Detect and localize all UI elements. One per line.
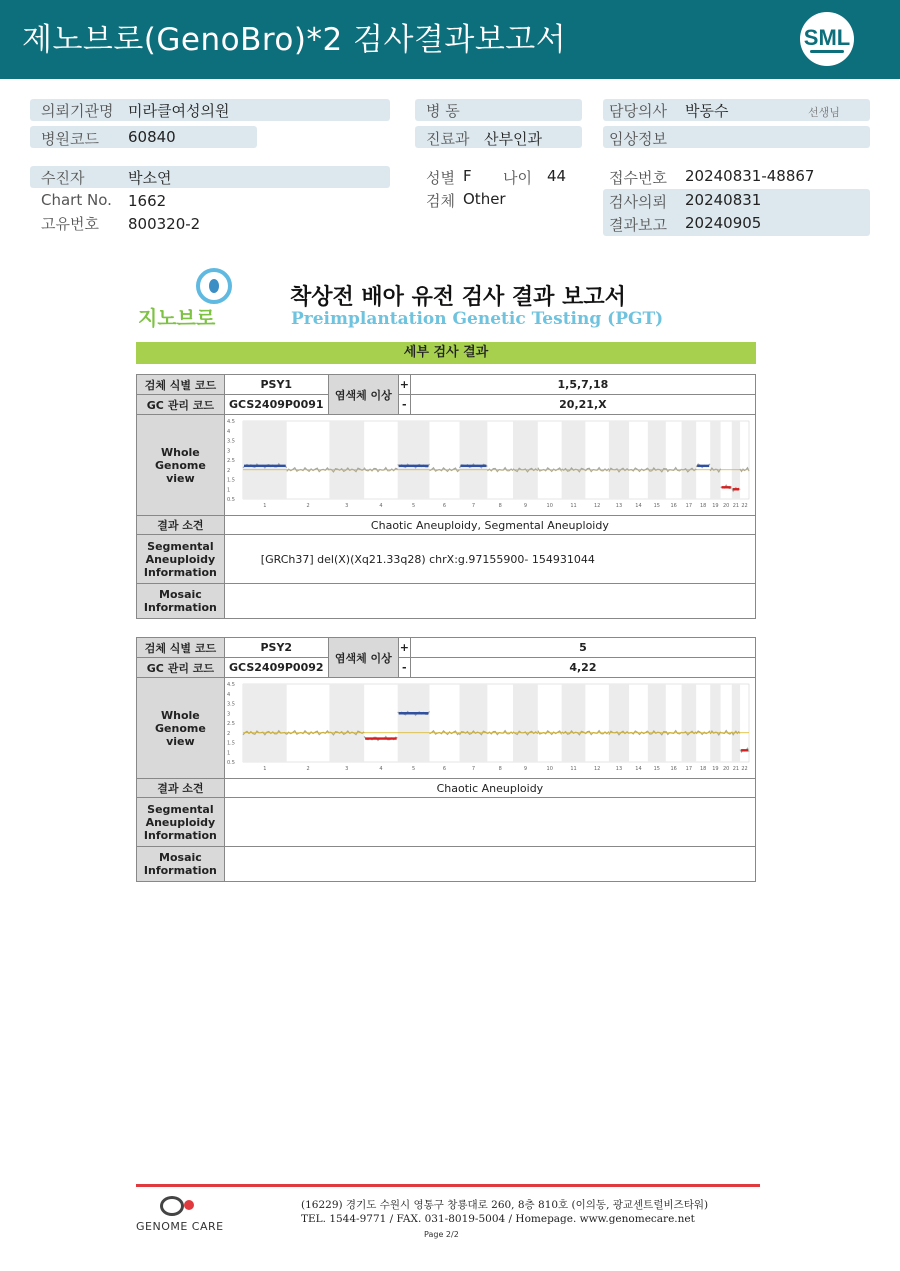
gain-sign: +: [398, 638, 410, 658]
x-tick-label: 17: [685, 503, 692, 509]
clinical-label: 임상정보: [609, 130, 667, 148]
chromosome-abnormal-header: 염색체 이상: [328, 375, 398, 415]
chromosome-band: [243, 684, 287, 762]
sample-table-1: [136, 374, 756, 619]
contact-line: TEL. 1544-9771 / FAX. 031-8019-5004 / Homepage. www.genomecare.net: [301, 1213, 695, 1225]
gain-sign: +: [398, 375, 410, 395]
genobro-logo: [138, 268, 248, 330]
gc-mark-icon: [160, 1196, 184, 1216]
x-tick-label: 2: [306, 503, 310, 509]
whole-genome-cell: [224, 678, 755, 779]
y-tick-label: 1.5: [226, 740, 235, 747]
x-tick-label: 11: [570, 503, 577, 509]
genobro-wordmark: 지노브로: [138, 306, 216, 330]
x-tick-label: 14: [635, 766, 642, 772]
x-tick-label: 8: [498, 766, 502, 772]
chromosome-band: [459, 421, 487, 499]
patient-label: 수진자: [41, 169, 85, 187]
id-value: 800320-2: [128, 215, 201, 233]
x-tick-label: 4: [379, 503, 383, 509]
footer-divider: [136, 1184, 760, 1187]
mosaic-value: [224, 584, 755, 619]
department-label: 진료과: [426, 130, 470, 148]
x-tick-label: 14: [635, 503, 642, 509]
x-tick-label: 11: [570, 766, 577, 772]
footer-address: [301, 1198, 708, 1226]
x-tick-label: 19: [712, 766, 719, 772]
hospital-code-value: 60840: [128, 128, 176, 146]
x-tick-label: 13: [615, 503, 623, 509]
x-tick-label: 4: [379, 766, 383, 772]
chromosome-band: [648, 684, 666, 762]
x-tick-label: 2: [306, 766, 310, 772]
department-value: 산부인과: [484, 130, 542, 148]
x-tick-label: 5: [411, 503, 416, 509]
result-value: Chaotic Aneuploidy: [224, 779, 755, 798]
y-tick-label: 3.5: [226, 701, 235, 708]
y-tick-label: 4: [226, 428, 231, 435]
request-value: 20240831: [685, 191, 762, 209]
x-tick-label: 10: [546, 766, 553, 772]
x-tick-label: 13: [615, 766, 623, 772]
result-header: 결과 소견: [137, 516, 225, 535]
chromosome-band: [329, 684, 364, 762]
x-tick-label: 19: [712, 503, 719, 509]
x-tick-label: 8: [498, 503, 502, 509]
section-title: 세부 검사 결과: [136, 342, 756, 364]
doctor-value: 박동수: [685, 102, 729, 120]
specimen-code-header: 검체 식별 코드: [137, 375, 225, 395]
x-tick-label: 21: [732, 503, 739, 509]
gain-chromosomes: 1,5,7,18: [410, 375, 755, 395]
chromosome-band: [562, 684, 586, 762]
chromosome-band: [513, 421, 538, 499]
gc-code-header: GC 관리 코드: [137, 395, 225, 415]
specimen-value: Other: [463, 190, 506, 208]
ward-label: 병 동: [426, 102, 460, 120]
chromosome-band: [398, 684, 430, 762]
plot-area: [243, 684, 749, 762]
sex-label: 성별: [426, 169, 455, 187]
specimen-code-value: PSY2: [224, 638, 328, 658]
chromosome-band: [513, 684, 538, 762]
x-tick-label: 12: [593, 766, 601, 772]
sex-value: F: [463, 167, 472, 185]
receipt-label: 접수번호: [609, 169, 667, 187]
y-tick-label: 3: [226, 711, 231, 718]
mosaic-value: [224, 847, 755, 882]
report-title: 착상전 배아 유전 검사 결과 보고서: [290, 285, 626, 310]
whole-genome-chart: [225, 415, 755, 512]
chromosome-band: [609, 421, 629, 499]
y-tick-label: 0.5: [226, 497, 235, 503]
loss-sign: -: [398, 395, 410, 415]
chromosome-abnormal-header: 염색체 이상: [328, 638, 398, 678]
institution-label: 의뢰기관명: [41, 102, 114, 120]
whole-genome-cell: [224, 415, 755, 516]
chart-value: 1662: [128, 192, 167, 210]
report-label: 결과보고: [609, 216, 667, 234]
receipt-value: 20240831-48867: [685, 167, 815, 185]
company-name: GENOME CARE: [136, 1220, 224, 1233]
age-value: 44: [547, 167, 567, 185]
x-tick-label: 16: [670, 503, 677, 509]
sample-table-2: [136, 637, 756, 882]
specimen-label: 검체: [426, 192, 455, 210]
institution-value: 미라클여성의원: [128, 102, 230, 120]
specimen-code-value: PSY1: [224, 375, 328, 395]
y-tick-label: 1: [226, 750, 231, 757]
y-tick-label: 1: [226, 487, 231, 494]
y-tick-label: 4: [226, 691, 231, 698]
gc-dot-icon: [184, 1200, 194, 1210]
y-tick-label: 1.5: [226, 477, 235, 484]
x-tick-label: 20: [722, 503, 730, 509]
chromosome-band: [243, 421, 287, 499]
x-tick-label: 10: [546, 503, 553, 509]
x-tick-label: 17: [685, 766, 692, 772]
y-tick-label: 3: [226, 448, 231, 455]
doctor-suffix: 선생님: [808, 106, 840, 119]
x-tick-label: 9: [523, 503, 527, 509]
chromosome-band: [648, 421, 666, 499]
y-tick-label: 3.5: [226, 438, 235, 445]
result-header: 결과 소견: [137, 779, 225, 798]
age-label: 나이: [503, 169, 532, 187]
chromosome-band: [329, 421, 364, 499]
y-tick-label: 2: [226, 730, 231, 737]
page-number: Page 2/2: [424, 1230, 459, 1239]
chromosome-band: [562, 421, 586, 499]
gc-code-value: GCS2409P0092: [224, 658, 328, 678]
chromosome-band: [398, 421, 430, 499]
whole-genome-header: Whole Genome view: [137, 678, 225, 779]
x-tick-label: 1: [263, 766, 267, 772]
chart-label: Chart No.: [41, 191, 112, 209]
segmental-value: [GRCh37] del(X)(Xq21.33q28) chrX:g.97155900- 154931044: [224, 535, 755, 584]
x-tick-label: 20: [722, 766, 730, 772]
page-title: 제노브로(GenoBro)*2 검사결과보고서: [22, 22, 567, 58]
address-line: (16229) 경기도 수원시 영통구 창룡대로 260, 8층 810호 (이의동, 광교센트럴비즈타워): [301, 1199, 709, 1211]
x-tick-label: 22: [741, 766, 748, 772]
sml-logo-text: SML: [803, 25, 851, 50]
hospital-code-label: 병원코드: [41, 130, 99, 148]
chromosome-band: [681, 421, 696, 499]
sml-logo: [800, 12, 854, 66]
y-tick-label: 0.5: [226, 760, 235, 766]
sperm-egg-icon: [196, 268, 232, 304]
loss-chromosomes: 20,21,X: [410, 395, 755, 415]
x-tick-label: 5: [411, 766, 416, 772]
whole-genome-chart: [225, 678, 755, 775]
id-label: 고유번호: [41, 215, 99, 233]
x-tick-label: 9: [523, 766, 527, 772]
x-tick-label: 3: [345, 766, 349, 772]
gc-code-header: GC 관리 코드: [137, 658, 225, 678]
x-tick-label: 22: [741, 503, 748, 509]
report-subtitle: Preimplantation Genetic Testing (PGT): [291, 309, 664, 329]
chromosome-band: [681, 684, 696, 762]
loss-sign: -: [398, 658, 410, 678]
x-tick-label: 3: [345, 503, 349, 509]
chromosome-band: [732, 684, 740, 762]
y-tick-label: 4.5: [226, 419, 235, 425]
chromosome-band: [609, 684, 629, 762]
patient-value: 박소연: [128, 169, 172, 187]
x-tick-label: 18: [699, 766, 707, 772]
mosaic-header: Mosaic Information: [137, 584, 225, 619]
doctor-label: 담당의사: [609, 102, 667, 120]
logo-swoosh-icon: [810, 50, 844, 53]
y-tick-label: 2: [226, 467, 231, 474]
genome-care-logo: [136, 1196, 228, 1236]
report-value: 20240905: [685, 214, 762, 232]
specimen-code-header: 검체 식별 코드: [137, 638, 225, 658]
segmental-header: Segmental Aneuploidy Information: [137, 798, 225, 847]
x-tick-label: 6: [442, 503, 446, 509]
x-tick-label: 16: [670, 766, 677, 772]
whole-genome-header: Whole Genome view: [137, 415, 225, 516]
x-tick-label: 6: [442, 766, 446, 772]
loss-chromosomes: 4,22: [410, 658, 755, 678]
y-tick-label: 4.5: [226, 682, 235, 688]
x-tick-label: 21: [732, 766, 739, 772]
gain-chromosomes: 5: [410, 638, 755, 658]
segmental-header: Segmental Aneuploidy Information: [137, 535, 225, 584]
mosaic-header: Mosaic Information: [137, 847, 225, 882]
gc-code-value: GCS2409P0091: [224, 395, 328, 415]
chromosome-band: [459, 684, 487, 762]
segmental-value: [224, 798, 755, 847]
x-tick-label: 15: [653, 766, 660, 772]
x-tick-label: 18: [699, 503, 707, 509]
y-tick-label: 2.5: [226, 721, 235, 727]
request-label: 검사의뢰: [609, 193, 667, 211]
plot-area: [243, 421, 749, 499]
x-tick-label: 7: [471, 766, 475, 772]
x-tick-label: 7: [471, 503, 475, 509]
x-tick-label: 12: [593, 503, 601, 509]
header-bar: [0, 0, 900, 79]
chromosome-band: [710, 684, 720, 762]
chromosome-band: [710, 421, 720, 499]
y-tick-label: 2.5: [226, 458, 235, 464]
result-value: Chaotic Aneuploidy, Segmental Aneuploidy: [224, 516, 755, 535]
x-tick-label: 1: [263, 503, 267, 509]
x-tick-label: 15: [653, 503, 660, 509]
